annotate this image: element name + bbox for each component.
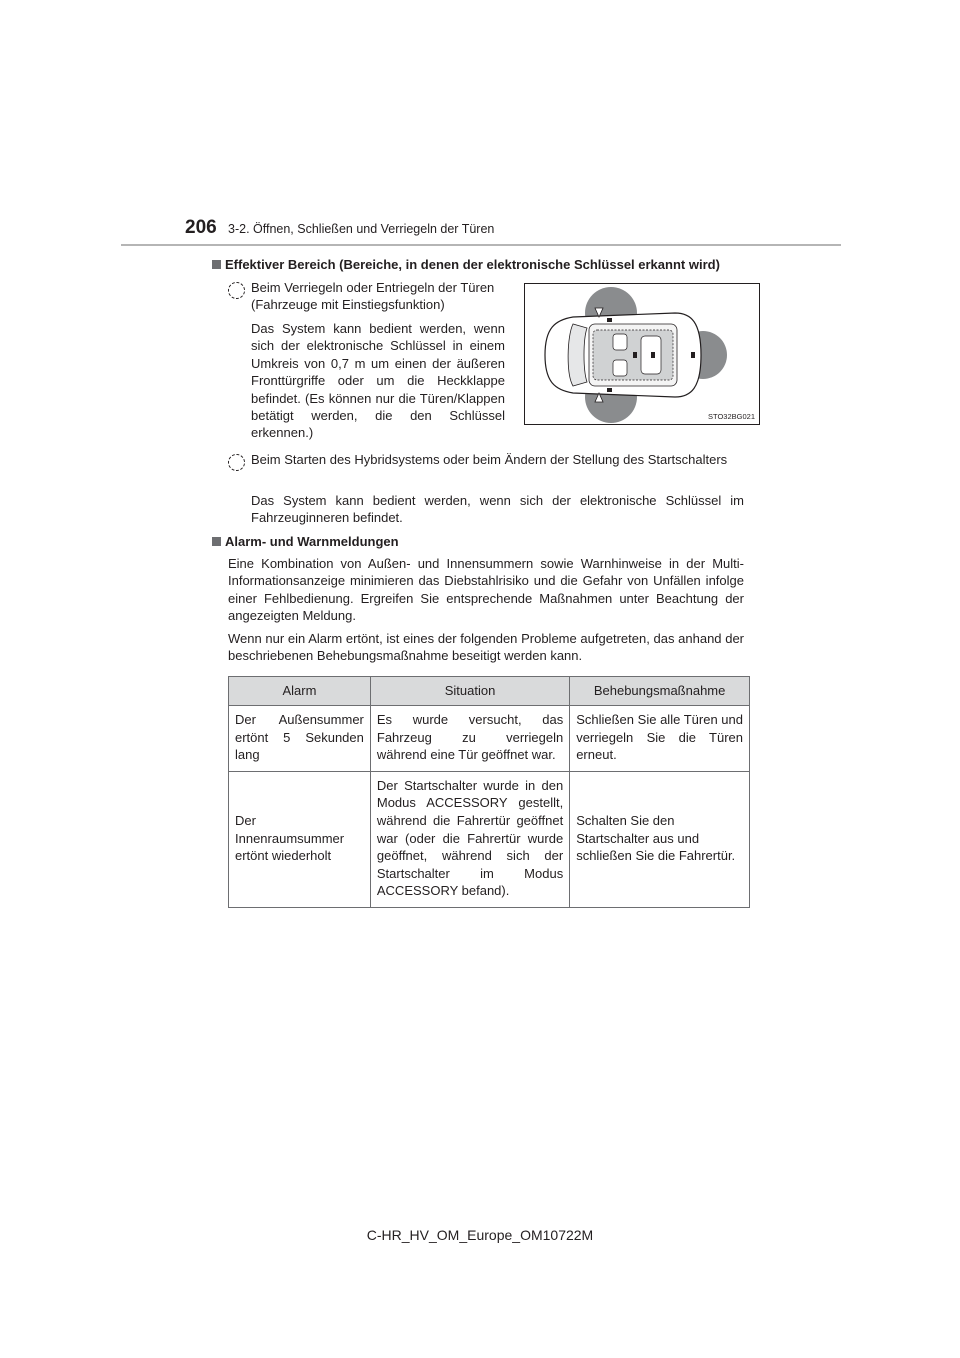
- table-header-row: [229, 677, 750, 706]
- section-heading-effective-range: [212, 257, 720, 273]
- section-heading-alarms: [212, 534, 399, 550]
- item2-title: Beim Starten des Hybridsystems oder beim Ändern der Stellung des Startschalters: [251, 452, 728, 467]
- square-bullet-icon: [212, 537, 221, 546]
- action-cell: Schalten Sie den Startschalter aus und schließen Sie die Fahrertür.: [570, 771, 750, 907]
- column-header-alarm: Alarm: [229, 677, 371, 706]
- chapter-title: 3-2. Öffnen, Schließen und Verriegeln der Türen: [228, 222, 495, 236]
- key-range-figure: [524, 283, 760, 425]
- situation-cell: Der Startschalter wurde in den Modus ACCESSORY gestellt, während die Fahrertür geöffnet war (oder die Fahrertür wurde geöffnet, während sich der Startschalter im Modus ACCESSORY befand).: [370, 771, 569, 907]
- page-number: 206: [185, 217, 217, 238]
- item2-text: Das System kann bedient werden, wenn sich der elektronische Schlüssel im Fahrzeuginneren befindet.: [251, 493, 744, 526]
- alarm-intro-paragraph: Eine Kombination von Außen- und Innensummern sowie Warnhinweise in der Multi-Informationsanzeige minimieren das Diebstahlrisiko und die Gefahr von Unfällen infolge einer Fehlbedienung. Ergreifen Sie entsprechende Maßnahmen unter Beachtung der angezeigten Meldung.: [228, 556, 744, 624]
- car-top-view-illustration: [525, 284, 761, 426]
- action-cell: Schließen Sie alle Türen und verriegeln Sie die Türen erneut.: [570, 706, 750, 772]
- dashed-circle-icon: [228, 282, 245, 299]
- item1-title: Beim Verriegeln oder Entriegeln der Türen (Fahrzeuge mit Einstiegsfunktion): [251, 280, 495, 313]
- table-row: [229, 771, 750, 907]
- alarm-table: [228, 676, 750, 908]
- column-header-action: Behebungsmaßnahme: [570, 677, 750, 706]
- section-heading-text: Alarm- und Warnmeldungen: [225, 534, 399, 549]
- alarm-explanation-paragraph: Wenn nur ein Alarm ertönt, ist eines der folgenden Probleme aufgetreten, das anhand der beschriebenen Behebungsmaßnahme beseitigt werden kann.: [228, 631, 744, 664]
- dashed-circle-icon: [228, 454, 245, 471]
- item1-text: Das System kann bedient werden, wenn sich der elektronische Schlüssel in einem Umkreis von 0,7 m um einen der äußeren Fronttürgriffe oder um die Heckklappe befindet. (Es können nur die Türen/Klappen betätigt werden, die den Schlüssel erkennen.): [251, 321, 505, 441]
- document-code: C-HR_HV_OM_Europe_OM10722M: [366, 1227, 594, 1243]
- header-divider: [121, 244, 841, 246]
- alarm-cell: Der Innenraumsummer ertönt wiederholt: [229, 771, 371, 907]
- section-heading-text: Effektiver Bereich (Bereiche, in denen der elektronische Schlüssel erkannt wird): [225, 257, 720, 272]
- square-bullet-icon: [212, 260, 221, 269]
- alarm-cell: Der Außensummer ertönt 5 Sekunden lang: [229, 706, 371, 772]
- table-row: [229, 706, 750, 772]
- figure-code: STO32BG021: [708, 412, 755, 421]
- column-header-situation: Situation: [370, 677, 569, 706]
- situation-cell: Es wurde versucht, das Fahrzeug zu verriegeln während eine Tür geöffnet war.: [370, 706, 569, 772]
